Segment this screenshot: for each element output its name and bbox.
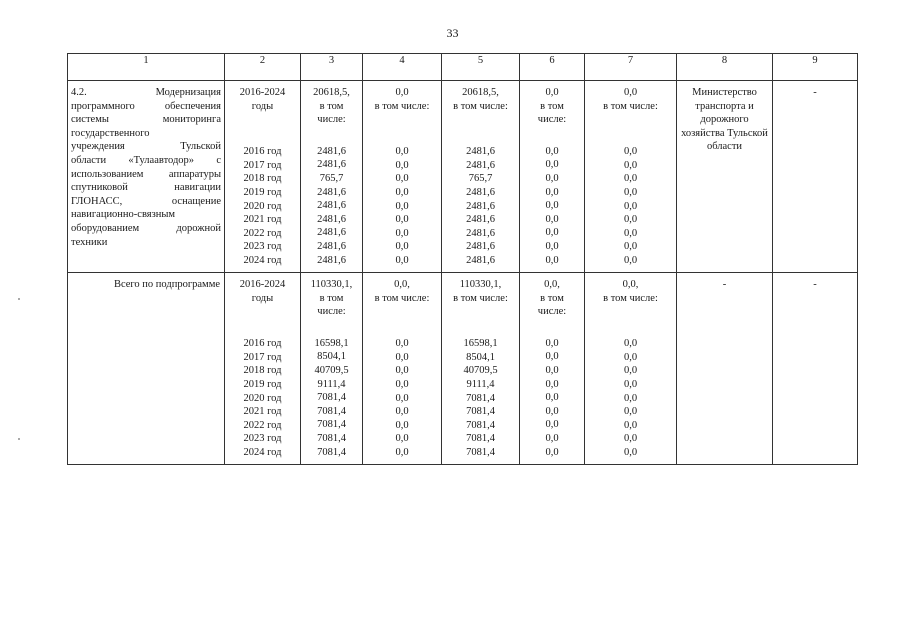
col4-cell: 0,0, в том числе: 0,0 0,0 0,0 0,0 0,0 0,0 0,0 0,0 0,0: [363, 273, 442, 465]
col5-cell: 20618,5, в том числе: 2481,6 2481,6 765,7 2481,6 2481,6 2481,6 2481,6 2481,6 2481,6: [442, 81, 520, 273]
description-line: оборудованием дорожной: [71, 222, 221, 234]
description-line: государственного: [71, 127, 150, 139]
responsible-executor: -: [677, 273, 773, 465]
scan-mark: [18, 298, 20, 300]
total-label: Всего по подпрограмме: [68, 273, 225, 465]
activity-description: [68, 81, 225, 273]
col9-cell: -: [773, 273, 858, 465]
scan-mark: [18, 438, 20, 440]
total-amount-cell: 20618,5, в том числе: 2481,6 2481,6 765,7 2481,6 2481,6 2481,6 2481,6 2481,6 2481,6: [301, 81, 363, 273]
header-cell: 8: [677, 54, 773, 81]
header-cell: 2: [225, 54, 301, 81]
period-cell: 2016-2024 годы 2016 год 2017 год 2018 год 2019 год 2020 год 2021 год 2022 год 2023 год 2024 год: [225, 273, 301, 465]
table-row-total: [68, 273, 858, 465]
header-cell: 9: [773, 54, 858, 81]
col9-cell: -: [773, 81, 858, 273]
description-line: использованием аппаратуры: [71, 168, 221, 180]
description-line: навигационно-связным: [71, 209, 176, 221]
description-line: техники: [71, 236, 108, 248]
header-cell: 1: [68, 54, 225, 81]
description-line: ГЛОНАСС, оснащение: [71, 195, 221, 207]
description-line: учреждения Тульской: [71, 141, 221, 153]
header-cell: 4: [363, 54, 442, 81]
header-cell: 3: [301, 54, 363, 81]
header-cell: 5: [442, 54, 520, 81]
year-list: 2016 год 2017 год 2018 год 2019 год 2020 год 2021 год 2022 год 2023 год 2024 год: [243, 338, 282, 458]
description-line: области «Тулаавтодор» с: [71, 154, 221, 166]
header-cell: 7: [585, 54, 677, 81]
header-row: [68, 54, 858, 81]
col7-cell: 0,0 в том числе: 0,0 0,0 0,0 0,0 0,0 0,0 0,0 0,0 0,0: [585, 81, 677, 273]
description-line: программного обеспечения: [71, 100, 221, 112]
description-line: 4.2. Модернизация: [71, 87, 221, 98]
col5-cell: 110330,1, в том числе: 16598,1 8504,1 40709,5 9111,4 7081,4 7081,4 7081,4 7081,4 7081,4: [442, 273, 520, 465]
col6-cell: 0,0, в том числе: 0,0 0,0 0,0 0,0 0,0 0,0 0,0 0,0 0,0: [520, 273, 585, 465]
year-list: 2016 год 2017 год 2018 год 2019 год 2020 год 2021 год 2022 год 2023 год 2024 год: [243, 146, 282, 266]
period-cell: 2016-2024 годы 2016 год 2017 год 2018 год 2019 год 2020 год 2021 год 2022 год 2023 год 2024 год: [225, 81, 301, 273]
responsible-executor: Министерство транспорта и дорожного хозяйства Тульской области: [677, 81, 773, 273]
table-row: [68, 81, 858, 273]
description-line: системы мониторинга: [71, 114, 221, 126]
page-number: 33: [446, 26, 459, 40]
description-line: спутниковой навигации: [71, 182, 221, 194]
col7-cell: 0,0, в том числе: 0,0 0,0 0,0 0,0 0,0 0,0 0,0 0,0 0,0: [585, 273, 677, 465]
budget-table: [67, 53, 858, 465]
col6-cell: 0,0 в том числе: 0,0 0,0 0,0 0,0 0,0 0,0 0,0 0,0 0,0: [520, 81, 585, 273]
col4-cell: 0,0 в том числе: 0,0 0,0 0,0 0,0 0,0 0,0 0,0 0,0 0,0: [363, 81, 442, 273]
total-amount-cell: 110330,1, в том числе: 16598,1 8504,1 40709,5 9111,4 7081,4 7081,4 7081,4 7081,4 7081,4: [301, 273, 363, 465]
header-cell: 6: [520, 54, 585, 81]
